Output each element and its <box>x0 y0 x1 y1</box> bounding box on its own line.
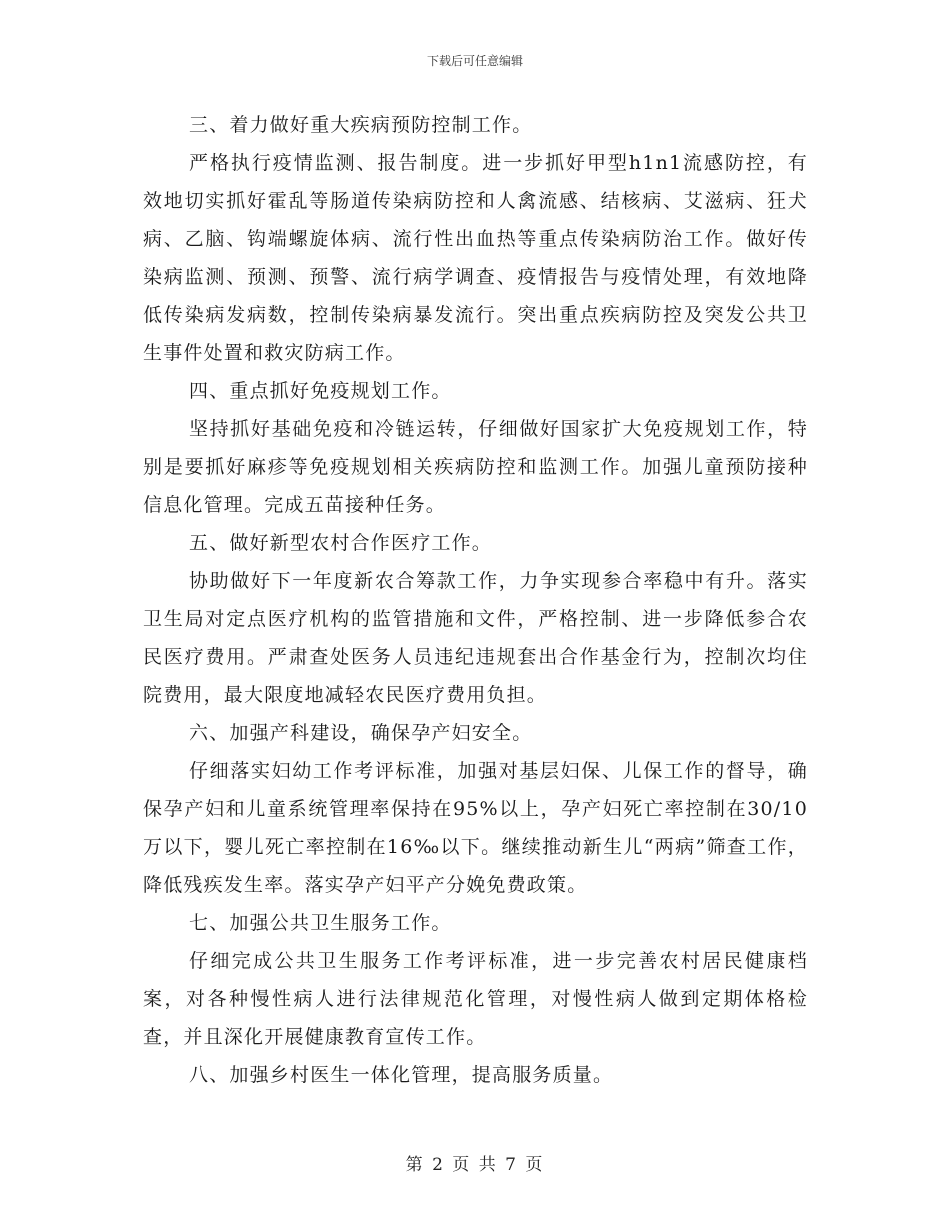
section-6-body: 仔细落实妇幼工作考评标准，加强对基层妇保、儿保工作的督导，确保孕产妇和儿童系统管理率保持在95%以上，孕产妇死亡率控制在30/10万以下，婴儿死亡率控制在16‰以下。继续推动新生儿“两病”筛查工作，降低残疾发生率。落实孕产妇平产分娩免费政策。 <box>143 760 808 896</box>
section-3-body: 严格执行疫情监测、报告制度。进一步抓好甲型h1n1流感防控，有效地切实抓好霍乱等肠道传染病防控和人禽流感、结核病、艾滋病、狂犬病、乙脑、钩端螺旋体病、流行性出血热等重点传染病防治工作。做好传染病监测、预测、预警、流行病学调查、疫情报告与疫情处理，有效地降低传染病发病数，控制传染病暴发流行。突出重点疾病防控及突发公共卫生事件处置和救灾防病工作。 <box>143 152 808 364</box>
section-3-heading: 三、着力做好重大疾病预防控制工作。 <box>189 114 533 136</box>
page-header-note: 下载后可任意编辑 <box>426 54 523 68</box>
section-6-heading: 六、加强产科建设，确保孕产妇安全。 <box>189 722 533 744</box>
section-7-heading: 七、加强公共卫生服务工作。 <box>189 912 452 934</box>
page-number: 第 2 页 共 7 页 <box>405 1155 545 1175</box>
section-4-body: 坚持抓好基础免疫和冷链运转，仔细做好国家扩大免疫规划工作，特别是要抓好麻疹等免疫规划相关疾病防控和监测工作。加强儿童预防接种信息化管理。完成五苗接种任务。 <box>143 418 808 516</box>
document-body <box>143 106 808 1094</box>
section-5-heading: 五、做好新型农村合作医疗工作。 <box>189 532 493 554</box>
section-7-body: 仔细完成公共卫生服务工作考评标准，进一步完善农村居民健康档案，对各种慢性病人进行法律规范化管理，对慢性病人做到定期体格检查，并且深化开展健康教育宣传工作。 <box>143 950 808 1048</box>
section-8-heading: 八、加强乡村医生一体化管理，提高服务质量。 <box>189 1064 614 1086</box>
section-4-heading: 四、重点抓好免疫规划工作。 <box>189 380 452 402</box>
section-5-body: 协助做好下一年度新农合筹款工作，力争实现参合率稳中有升。落实卫生局对定点医疗机构的监管措施和文件，严格控制、进一步降低参合农民医疗费用。严肃查处医务人员违纪违规套出合作基金行为，控制次均住院费用，最大限度地减轻农民医疗费用负担。 <box>143 570 808 706</box>
